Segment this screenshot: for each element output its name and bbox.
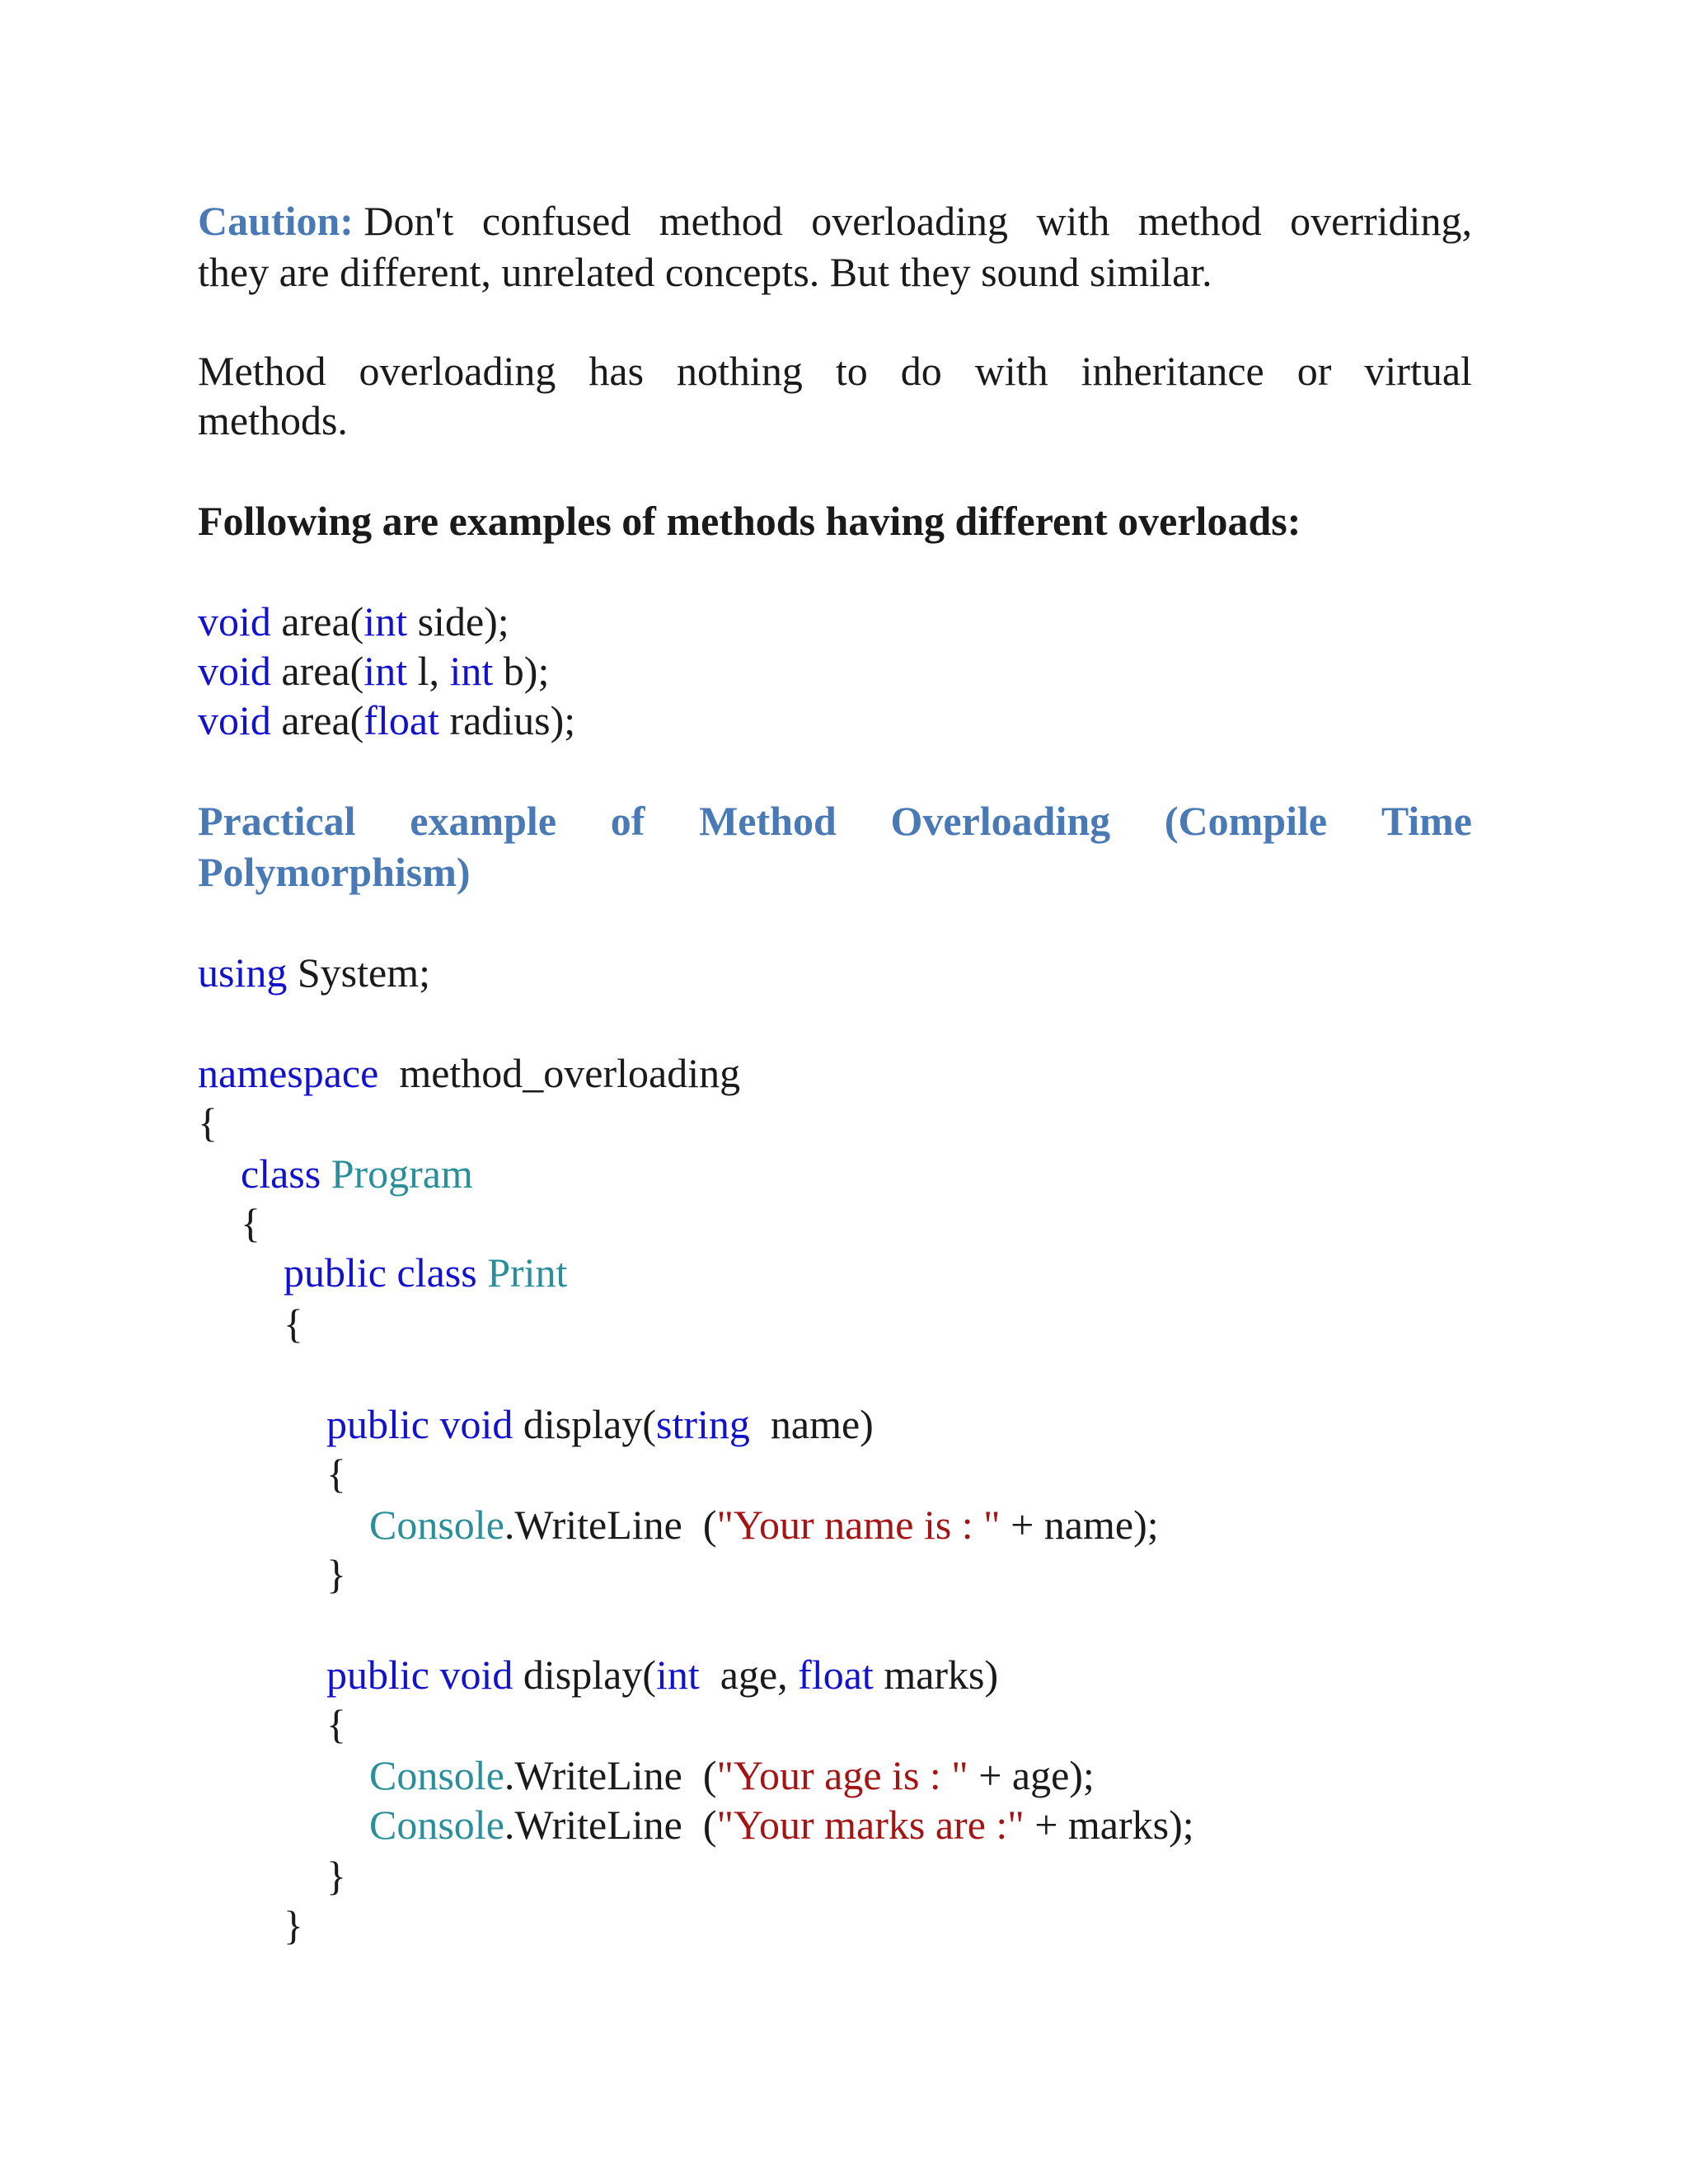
code-display-1-signature: public void display(string name) [326,1401,874,1447]
code-writeline-age: Console.WriteLine ("Your age is : " + age); [369,1752,1095,1798]
practical-heading-line-2: Polymorphism) [198,849,471,895]
practical-heading-line-1: Practical example of Method Overloading (Compile Time [198,798,1472,844]
code-brace-ns-open: { [198,1099,218,1146]
code-brace-display2-close: } [326,1853,346,1899]
code-namespace: namespace method_overloading [198,1050,741,1096]
code-brace-print-open: { [284,1301,303,1347]
code-display-2-signature: public void display(int age, float marks) [326,1652,999,1698]
caution-line-1: Caution: Don't confused method overloading with method overriding, [198,198,1472,244]
para2-line-2: methods. [198,397,348,443]
overload-line-3: void area(float radius); [198,697,576,743]
examples-heading: Following are examples of methods having different overloads: [198,498,1301,544]
caution-label: Caution: [198,198,354,244]
para2-line-1: Method overloading has nothing to do with inheritance or virtual [198,348,1472,394]
code-class-program: class Program [241,1151,473,1197]
code-writeline-name: Console.WriteLine ("Your name is : " + name); [369,1502,1159,1548]
code-public-class-print: public class Print [284,1249,568,1296]
overload-line-2: void area(int l, int b); [198,648,550,694]
code-brace-display1-open: { [326,1451,346,1497]
overload-line-1: void area(int side); [198,598,509,644]
code-brace-class-open: { [241,1200,260,1246]
code-writeline-marks: Console.WriteLine ("Your marks are :" + marks); [369,1802,1194,1848]
caution-line-2: they are different, unrelated concepts. But they sound similar. [198,249,1212,295]
code-brace-print-close: } [284,1902,303,1948]
code-using: using System; [198,949,430,996]
code-brace-display2-open: { [326,1701,346,1747]
code-brace-display1-close: } [326,1551,346,1597]
